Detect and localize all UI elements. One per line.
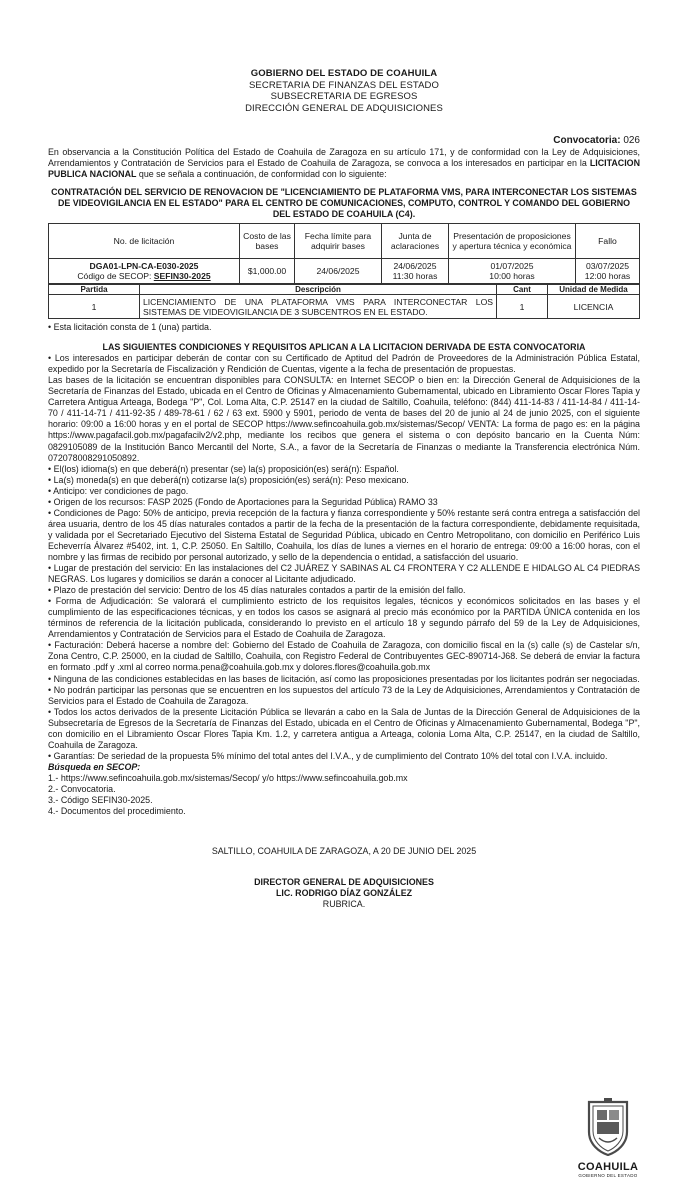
condition-adjudicacion: • Forma de Adjudicación: Se valorará el cumplimiento estricto de los requisitos legales, técnicos y económicos solicitados en las bases y el cumplimiento de las especificaciones técnicas, y en todos los casos se asignará al precio más económico por la PARTIDA ÚNICA contenida en los términos de referencia de la licitación publicada, considerando lo previsto en el artículo 18 y segundo párrafo del 59 de la Ley de Adquisiciones, Arrendamientos y Contratación de Servicios para el Estado de Coahuila de Zaragoza. xyxy=(48,596,640,640)
cell-unidad: LICENCIA xyxy=(548,295,640,319)
cell-descripcion: LICENCIAMIENTO DE UNA PLATAFORMA VMS PARA INTERCONECTAR LOS SISTEMAS DE VIDEOVIGILANCIA DE 3 SUBCENTROS EN EL ESTADO. xyxy=(140,295,497,319)
secop-label: Código de SECOP: xyxy=(77,271,154,282)
partida-table xyxy=(48,284,640,319)
cell-fallo xyxy=(576,259,640,284)
col-cant: Cant xyxy=(497,285,548,295)
signature-name: LIC. RODRIGO DÍAZ GONZÁLEZ xyxy=(275,888,413,899)
col-presentacion: Presentación de proposiciones y apertura técnica y económica xyxy=(449,224,576,259)
intro-bold: LICITACION PUBLICA NACIONAL xyxy=(48,158,640,180)
col-licitacion: No. de licitación xyxy=(49,224,240,259)
condition-pago: • Condiciones de Pago: 50% de anticipo, previa recepción de la factura y fianza correspondiente y 50% restante será contra entrega a satisfacción del área usuaria, dentro de los 45 días naturales contados a partir de la fecha de la presentación de la factura correspondiente, debidamente requisitada, y validada por el Secretariado Ejecutivo del Sistema Estatal de Seguridad Pública, ubicado en Centro Metropolitano, con domicilio en Periférico Luis Echeverría Álvarez #5402, int. 1, C.P. 25050. En Saltillo, Coahuila, los días de lunes a viernes en el horario de entrega: 09:00 a 16:00 horas, con el nombre y las firmas de recibido por personal autorizado, y sello de la dependencia o entidad, a satisfacción del usuario. xyxy=(48,507,640,562)
licitacion-number: DGA01-LPN-CA-E030-2025 xyxy=(89,261,199,272)
signature-title: DIRECTOR GENERAL DE ADQUISICIONES xyxy=(254,877,434,888)
signature-rubric: RUBRICA. xyxy=(322,899,366,910)
header-direction: DIRECCIÓN GENERAL DE ADQUISICIONES xyxy=(245,102,443,114)
convocatoria-value: 026 xyxy=(623,135,640,146)
cell-licitacion xyxy=(49,259,240,284)
condition-origen: • Origen de los recursos: FASP 2025 (Fondo de Aportaciones para la Seguridad Pública) RAMO 33 xyxy=(48,496,438,507)
secop-step: 1.- https://www.sefincoahuila.gob.mx/sistemas/Secop/ y/o https://www.sefincoahuila.gob.mx xyxy=(48,772,408,783)
partidas-note: • Esta licitación consta de 1 (una) partida. xyxy=(48,322,212,333)
seal-subtitle: GOBIERNO DEL ESTADO xyxy=(578,1173,638,1178)
junta-date: 24/06/2025 xyxy=(393,261,437,272)
condition-actos: • Todos los actos derivados de la presente Licitación Pública se llevarán a cabo en la Sala de Juntas de la Dirección General de Adquisiciones de la Subsecretaría de Egresos de la Secretaría de Finanzas del Estado, ubicada en el Centro de Oficinas y Almacenamiento Gubernamental, Bodega "P", con domicilio en el Libramiento Oscar Flores Tapia Km. 1.2, y carretera antigua a Arteaga, colonia Loma Alta, C.P. 25147, en la ciudad de Saltillo, Coahuila de Zaragoza. xyxy=(48,706,640,750)
fallo-date: 03/07/2025 xyxy=(585,261,629,272)
cell-junta xyxy=(382,259,449,284)
intro-paragraph xyxy=(48,147,640,180)
secop-step: 2.- Convocatoria. xyxy=(48,783,116,794)
col-descripcion: Descripción xyxy=(140,285,497,295)
condition-negociacion: • Ninguna de las condiciones establecidas en las bases de licitación, así como las proposiciones presentadas por los licitantes podrán ser negociadas. xyxy=(48,673,640,684)
document-page xyxy=(48,68,640,910)
cell-partida: 1 xyxy=(49,295,140,319)
col-fecha-limite: Fecha límite para adquirir bases xyxy=(295,224,382,259)
secop-search-title: Búsqueda en SECOP: xyxy=(48,761,141,772)
table-row xyxy=(49,259,640,284)
header-subsecretariat: SUBSECRETARIA DE EGRESOS xyxy=(270,91,418,102)
partida-table-header xyxy=(49,285,640,295)
condition-idioma: • El(los) idioma(s) en que deberá(n) presentar (se) la(s) proposición(es) será(n): Español. xyxy=(48,463,399,474)
licitacion-table-header xyxy=(49,224,640,259)
condition-plazo: • Plazo de prestación del servicio: Dentro de los 45 días naturales contados a partir de la emisión del fallo. xyxy=(48,585,466,596)
signature-block xyxy=(48,877,640,910)
presentacion-date: 01/07/2025 xyxy=(490,261,534,272)
junta-time: 11:30 horas xyxy=(392,271,438,282)
condition-participacion: • No podrán participar las personas que se encuentren en los supuestos del artículo 73 de la Ley de Adquisiciones, Arrendamientos y Contratación de Servicios para el Estado de Coahuila de Zaragoza. xyxy=(48,684,640,706)
coat-of-arms-icon xyxy=(585,1098,631,1156)
condition-garantias: • Garantías: De seriedad de la propuesta 5% mínimo del total antes del I.V.A., y de cumplimiento del Contrato 10% del total con I.V.A. incluido. xyxy=(48,750,608,761)
cell-cant: 1 xyxy=(497,295,548,319)
col-junta: Junta de aclaraciones xyxy=(382,224,449,259)
licitacion-table xyxy=(48,223,640,284)
col-unidad: Unidad de Medida xyxy=(548,285,640,295)
secop-step: 3.- Código SEFIN30-2025. xyxy=(48,795,153,806)
header-secretariat: SECRETARIA DE FINANZAS DEL ESTADO xyxy=(249,79,439,91)
col-partida: Partida xyxy=(49,285,140,295)
place-date: SALTILLO, COAHUILA DE ZARAGOZA, A 20 DE JUNIO DEL 2025 xyxy=(211,846,477,857)
convocatoria-number xyxy=(48,135,640,147)
conditions-title: LAS SIGUIENTES CONDICIONES Y REQUISITOS APLICAN A LA LICITACION DERIVADA DE ESTA CONVOCATORIA xyxy=(102,342,586,353)
cell-fecha-limite: 24/06/2025 xyxy=(295,259,382,284)
secop-step: 4.- Documentos del procedimiento. xyxy=(48,806,186,817)
fallo-time: 12:00 horas xyxy=(584,271,631,282)
col-costo: Costo de las bases xyxy=(240,224,295,259)
intro-text-1: En observancia a la Constitución Política del Estado de Coahuila de Zaragoza en su artículo 171, y de conformidad con la Ley de Adquisiciones, Arrendamientos y Contratación de Servicios para el Estado de Coahuila de Zaragoza, se convoca a los interesados en participar en la xyxy=(48,147,640,169)
condition-bases: Las bases de la licitación se encuentran disponibles para CONSULTA: en Internet SECOP o bien en: la Dirección General de Adquisiciones de la Secretaría de Finanzas del Estado, ubicada en el Centro de Oficinas y Almacenamiento Gubernamental, ubicado en Libramiento Oscar Flores Tapia y Carretera Antigua Arteaga, Bodega "P", Col. Loma Alta, C.P. 25147 en la ciudad de Saltillo, Coahuila, teléfono: (844) 411-14-83 / 411-14-84 / 411-14-70 / 411-14-71 / 411-92-35 / 489-78-61 / 62 / 63 ext. 5900 y 5901, periodo de venta de bases del 20 de junio al 24 de junio 2025, con el siguiente horario: 09:00 a 16:00 horas y en el portal de SECOP https://www.sefincoahuila.gob.mx/sistemas/Secop/ VENTA: La forma de pago es: en la página https://www.pagafacil.gob.mx/pagafacilv2/v2.php, mediante los recibos que genera el sistema o con depósito bancario en la Cuenta Núm: 0829105089 de la Institución Banco Mercantil del Norte, S.A., a favor de la Secretaría de Finanzas o mediante la Transferencia electrónica Núm. 072078008291050892. xyxy=(48,375,640,463)
condition-certificado: • Los interesados en participar deberán de contar con su Certificado de Aptitud del Padrón de Proveedores de la Administración Pública Estatal, expedido por la Secretaría de Fiscalización y Rendición de Cuentas, vigente a la fecha de presentación de propuestas. xyxy=(48,353,640,375)
seal-word: COAHUILA xyxy=(577,1161,639,1173)
table-row xyxy=(49,295,640,319)
secop-code: SEFIN30-2025 xyxy=(153,271,211,282)
col-fallo: Fallo xyxy=(576,224,640,259)
contract-title: CONTRATACIÓN DEL SERVICIO DE RENOVACION DE "LICENCIAMIENTO DE PLATAFORMA VMS, PARA INTERCONECTAR LOS SISTEMAS DE VIDEOVIGILANCIA EN EL ESTADO" PARA EL CENTRO DE COMUNICACIONES, COMPUTO, CONTROL Y COMANDO DEL GOBIERNO DEL ESTADO DE COAHUILA (C4). xyxy=(51,187,637,220)
condition-facturacion: • Facturación: Deberá hacerse a nombre del: Gobierno del Estado de Coahuila de Zaragoza, con domicilio fiscal en la (s) calle (s) de Castelar s/n, Zona Centro, C.P. 25000, en la ciudad de Saltillo, Coahuila, con Registro Federal de Contribuyentes GEC-890714-J68. Se deberá de enviar la factura en formato .pdf y .xml al correo norma.pena@coahuila.gob.mx y dolores.flores@coahuila.gob.mx xyxy=(48,640,640,673)
intro-text-2: que se señala a continuación, de conformidad con lo siguiente: xyxy=(136,169,387,180)
presentacion-time: 10:00 horas xyxy=(489,271,535,282)
convocatoria-label: Convocatoria: xyxy=(553,135,621,146)
header-government: GOBIERNO DEL ESTADO DE COAHUILA xyxy=(250,68,438,79)
condition-lugar: • Lugar de prestación del servicio: En las instalaciones del C2 JUÁREZ Y SABINAS AL C4 FRONTERA Y C2 ALLENDE E HIDALGO AL C4 PIEDRAS NEGRAS. Los lugares y domicilios se darán a conocer al Licitante adjudicado. xyxy=(48,563,640,585)
conditions-list xyxy=(48,353,640,762)
document-header xyxy=(48,68,640,114)
coahuila-seal xyxy=(572,1098,644,1179)
cell-presentacion xyxy=(449,259,576,284)
condition-anticipo: • Anticipo: ver condiciones de pago. xyxy=(48,485,189,496)
cell-costo: $1,000.00 xyxy=(240,259,295,284)
secop-search xyxy=(48,762,640,817)
condition-moneda: • La(s) moneda(s) en que deberá(n) cotizarse la(s) proposición(es) será(n): Peso mexicano. xyxy=(48,474,409,485)
